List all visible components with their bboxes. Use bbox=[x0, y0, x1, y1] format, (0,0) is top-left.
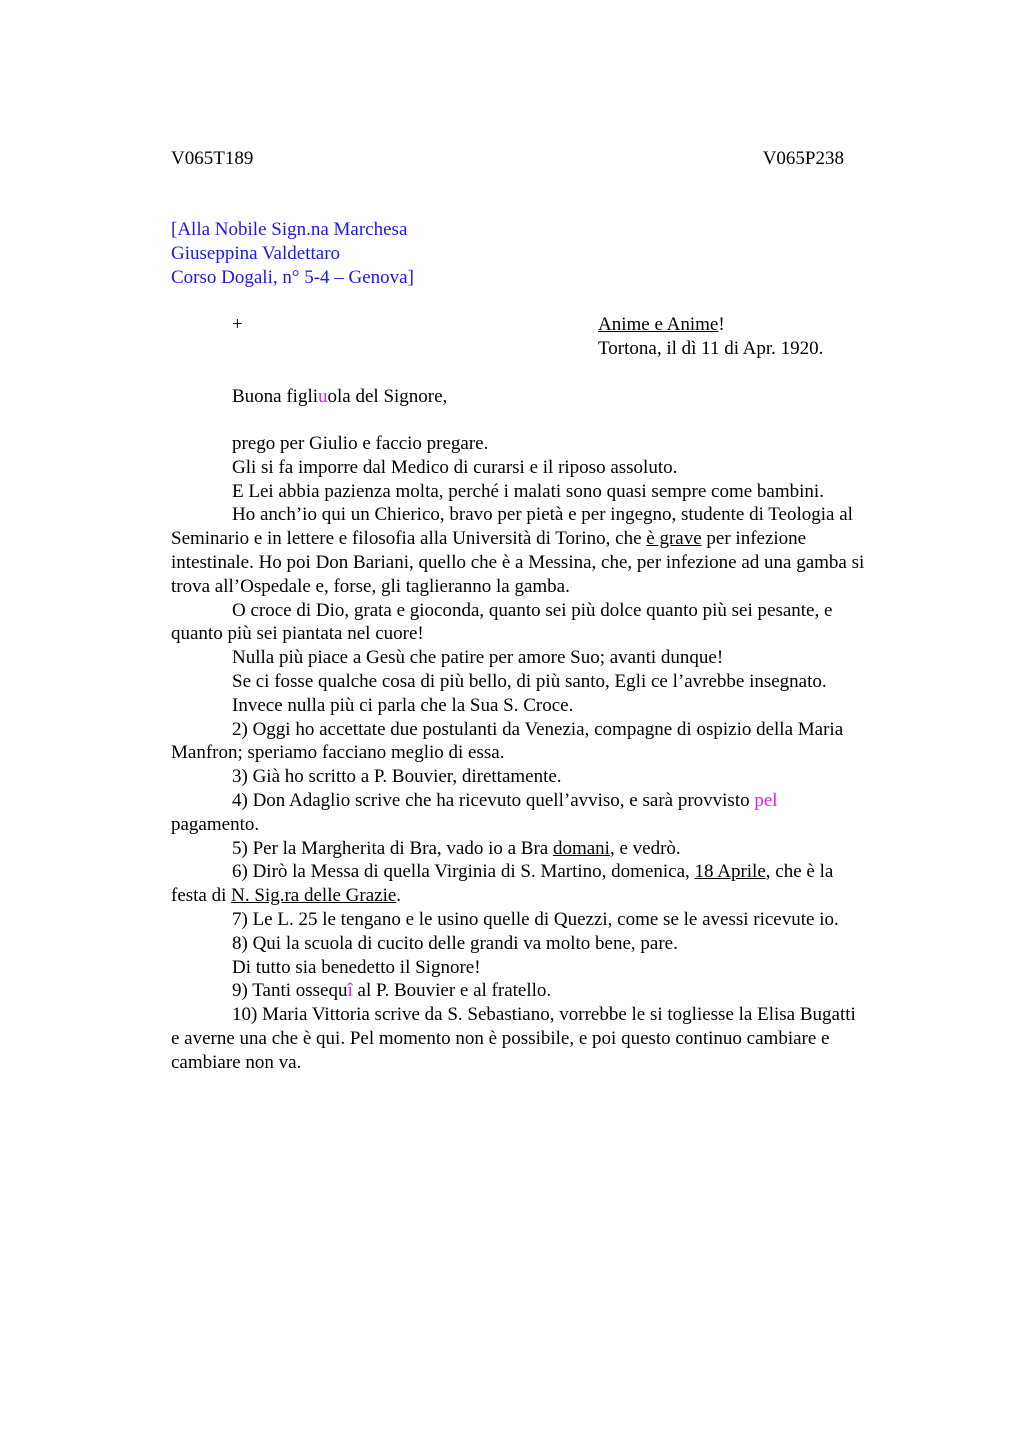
paragraph: Gli si fa imporre dal Medico di curarsi e il riposo assoluto. bbox=[232, 456, 678, 478]
paragraph-line: quanto più sei piantata nel cuore! bbox=[171, 623, 424, 645]
paragraph: 3) Già ho scritto a P. Bouvier, direttamente. bbox=[232, 766, 562, 788]
cross-symbol: + bbox=[232, 314, 243, 335]
paragraph-line bbox=[171, 884, 931, 908]
underlined-text: 18 Aprile bbox=[694, 861, 766, 883]
text-run: al P. Bouvier e al fratello. bbox=[352, 980, 552, 1002]
paragraph: Se ci fosse qualche cosa di più bello, di più santo, Egli ce l’avrebbe insegnato. bbox=[232, 670, 827, 692]
paragraph-line: Manfron; speriamo facciano meglio di essa. bbox=[171, 742, 505, 764]
salutation-highlight: u bbox=[318, 386, 328, 407]
motto-exclamation: ! bbox=[718, 314, 725, 335]
paragraph-line bbox=[232, 790, 778, 811]
paragraph-line bbox=[232, 861, 833, 882]
paragraph: Di tutto sia benedetto il Signore! bbox=[232, 956, 481, 978]
motto-line bbox=[598, 313, 823, 337]
recipient-address bbox=[171, 218, 414, 289]
paragraph-line: 2) Oggi ho accettate due postulanti da Venezia, compagne di ospizio della Maria bbox=[232, 718, 844, 740]
paragraph bbox=[171, 837, 931, 861]
paragraph: E Lei abbia pazienza molta, perché i malati sono quasi sempre come bambini. bbox=[232, 480, 824, 502]
paragraph-line: 10) Maria Vittoria scrive da S. Sebastiano, vorrebbe le si togliesse la Elisa Bugatti bbox=[232, 1004, 856, 1026]
paragraph: Invece nulla più ci parla che la Sua S. Croce. bbox=[232, 694, 574, 716]
right-document-code: V065P238 bbox=[762, 148, 844, 169]
salutation-part-1: Buona figli bbox=[232, 386, 319, 407]
paragraph bbox=[171, 599, 931, 647]
highlighted-text: pel bbox=[754, 789, 778, 811]
text-run: , che è la bbox=[765, 861, 834, 883]
letter-body bbox=[171, 432, 931, 1075]
date-block bbox=[598, 313, 823, 361]
address-line-3: Corso Dogali, n° 5-4 – Genova] bbox=[171, 266, 414, 288]
salutation-part-2: ola del Signore, bbox=[327, 386, 448, 407]
salutation bbox=[232, 385, 447, 409]
left-document-code: V065T189 bbox=[171, 148, 254, 169]
paragraph bbox=[171, 1003, 931, 1074]
paragraph bbox=[171, 789, 931, 837]
paragraph-line: e averne una che è qui. Pel momento non è possibile, e poi questo continuo cambiare e bbox=[171, 1027, 830, 1049]
text-run: 6) Dirò la Messa di quella Virginia di S. Martino, domenica, bbox=[232, 861, 695, 883]
paragraph: Nulla più piace a Gesù che patire per amore Suo; avanti dunque! bbox=[232, 647, 724, 669]
underlined-text: N. Sig.ra delle Grazie bbox=[231, 885, 397, 907]
paragraph-line: pagamento. bbox=[171, 813, 260, 835]
address-line-1: [Alla Nobile Sign.na Marchesa bbox=[171, 219, 408, 240]
paragraph bbox=[171, 979, 931, 1003]
text-run: per infezione bbox=[701, 528, 807, 550]
paragraph: prego per Giulio e faccio pregare. bbox=[232, 433, 489, 454]
text-run: 5) Per la Margherita di Bra, vado io a Bra bbox=[232, 837, 553, 859]
paragraph bbox=[171, 718, 931, 766]
text-run: , e vedrò. bbox=[609, 837, 681, 859]
paragraph-line: O croce di Dio, grata e gioconda, quanto sei più dolce quanto più sei pesante, e bbox=[232, 599, 833, 621]
text-run: 4) Don Adaglio scrive che ha ricevuto quell’avviso, e sarà provvisto bbox=[232, 789, 755, 811]
text-run: Seminario e in lettere e filosofia alla Università di Torino, che bbox=[171, 528, 647, 550]
address-line-2: Giuseppina Valdettaro bbox=[171, 242, 341, 264]
place-date: Tortona, il dì 11 di Apr. 1920. bbox=[598, 337, 824, 359]
paragraph: 8) Qui la scuola di cucito delle grandi va molto bene, pare. bbox=[232, 932, 678, 954]
paragraph bbox=[171, 860, 931, 908]
paragraph-line: trova all’Ospedale e, forse, gli taglieranno la gamba. bbox=[171, 575, 570, 597]
highlighted-text: î bbox=[347, 980, 353, 1002]
text-run: . bbox=[396, 885, 402, 907]
underlined-text: è grave bbox=[646, 528, 702, 550]
paragraph-line: Ho anch’io qui un Chierico, bravo per pietà e per ingegno, studente di Teologia al bbox=[232, 504, 853, 526]
paragraph-line: intestinale. Ho poi Don Bariani, quello che è a Messina, che, per infezione ad una gamba si bbox=[171, 551, 865, 573]
paragraph: 7) Le L. 25 le tengano e le usino quelle di Quezzi, come se le avessi ricevute io. bbox=[232, 908, 839, 930]
text-run: festa di bbox=[171, 885, 232, 907]
paragraph bbox=[171, 503, 931, 598]
document-codes bbox=[171, 147, 844, 171]
paragraph-line bbox=[171, 527, 931, 551]
paragraph-line: cambiare non va. bbox=[171, 1051, 302, 1073]
motto-underlined: Anime e Anime bbox=[598, 314, 719, 335]
underlined-text: domani bbox=[552, 837, 610, 859]
text-run: 9) Tanti ossequ bbox=[232, 980, 348, 1002]
